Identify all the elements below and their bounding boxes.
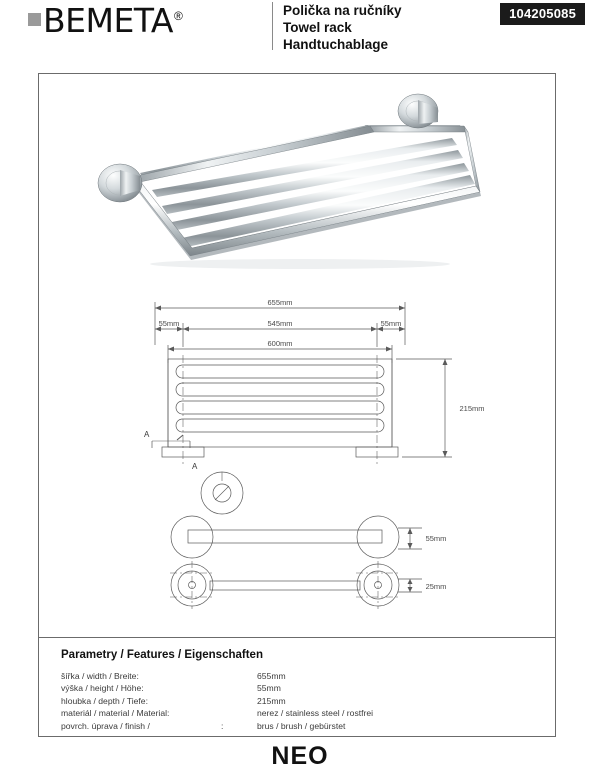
dim-left-offset: 55mm xyxy=(158,319,180,328)
param-value: 215mm xyxy=(257,695,286,706)
dim-base-depth: 25mm xyxy=(425,582,447,591)
param-colon xyxy=(221,708,257,720)
param-value: 655mm xyxy=(257,671,286,681)
product-title-cs: Polička na ručníky xyxy=(283,3,402,18)
product-shadow xyxy=(150,259,450,269)
logo-square-icon xyxy=(28,13,41,26)
param-colon: : xyxy=(221,720,224,731)
product-title-block xyxy=(283,2,402,53)
param-label: povrch. úprava / finish / xyxy=(61,720,150,731)
param-value: brus / brush / gebürstet xyxy=(257,720,346,731)
table-row xyxy=(61,683,497,695)
table-row xyxy=(61,708,497,720)
param-value: 55mm xyxy=(257,683,281,694)
parameters-table xyxy=(61,671,497,733)
parameters-title: Parametry / Features / Eigenschaften xyxy=(61,649,263,661)
parameters-section xyxy=(61,649,531,733)
param-label: výška / height / Höhe: xyxy=(61,683,144,694)
wall-flange-left xyxy=(98,164,142,202)
parameters-divider xyxy=(39,637,555,638)
registered-trademark-icon: ® xyxy=(173,9,183,23)
product-title-en: Towel rack xyxy=(283,20,352,35)
table-row xyxy=(61,696,497,708)
dim-height: 55mm xyxy=(425,534,447,543)
header-divider xyxy=(272,2,273,50)
technical-drawing xyxy=(40,285,554,625)
param-colon xyxy=(221,671,257,683)
product-title-de: Handtuchablage xyxy=(283,37,389,52)
param-label: hloubka / depth / Tiefe: xyxy=(61,695,148,706)
bemeta-logo xyxy=(28,2,182,40)
section-marker-a-bottom: A xyxy=(192,462,198,471)
param-label: materiál / material / Material: xyxy=(61,708,170,719)
dim-depth: 215mm xyxy=(459,404,485,413)
table-row xyxy=(61,721,497,733)
logo-wordmark xyxy=(43,2,182,40)
product-code-badge: 104205085 xyxy=(500,3,585,25)
dim-total-width: 655mm xyxy=(267,298,293,307)
technical-drawing-svg xyxy=(40,285,554,625)
param-colon xyxy=(221,683,257,695)
product-photo xyxy=(40,78,554,278)
dim-right-offset: 55mm xyxy=(380,319,402,328)
param-value: nerez / stainless steel / rostfrei xyxy=(257,708,374,719)
table-row xyxy=(61,671,497,683)
dim-center-span: 545mm xyxy=(267,319,293,328)
param-label: šířka / width / Breite: xyxy=(61,671,139,681)
dim-inner-width: 600mm xyxy=(267,339,293,348)
page-header xyxy=(0,0,600,62)
product-photo-svg xyxy=(40,78,554,278)
wall-flange-right xyxy=(398,94,438,128)
logo-brand-text: BEMETA xyxy=(43,1,173,40)
param-colon xyxy=(221,696,257,708)
series-name: NEO xyxy=(271,742,329,770)
section-marker-a-top: A xyxy=(144,430,150,439)
